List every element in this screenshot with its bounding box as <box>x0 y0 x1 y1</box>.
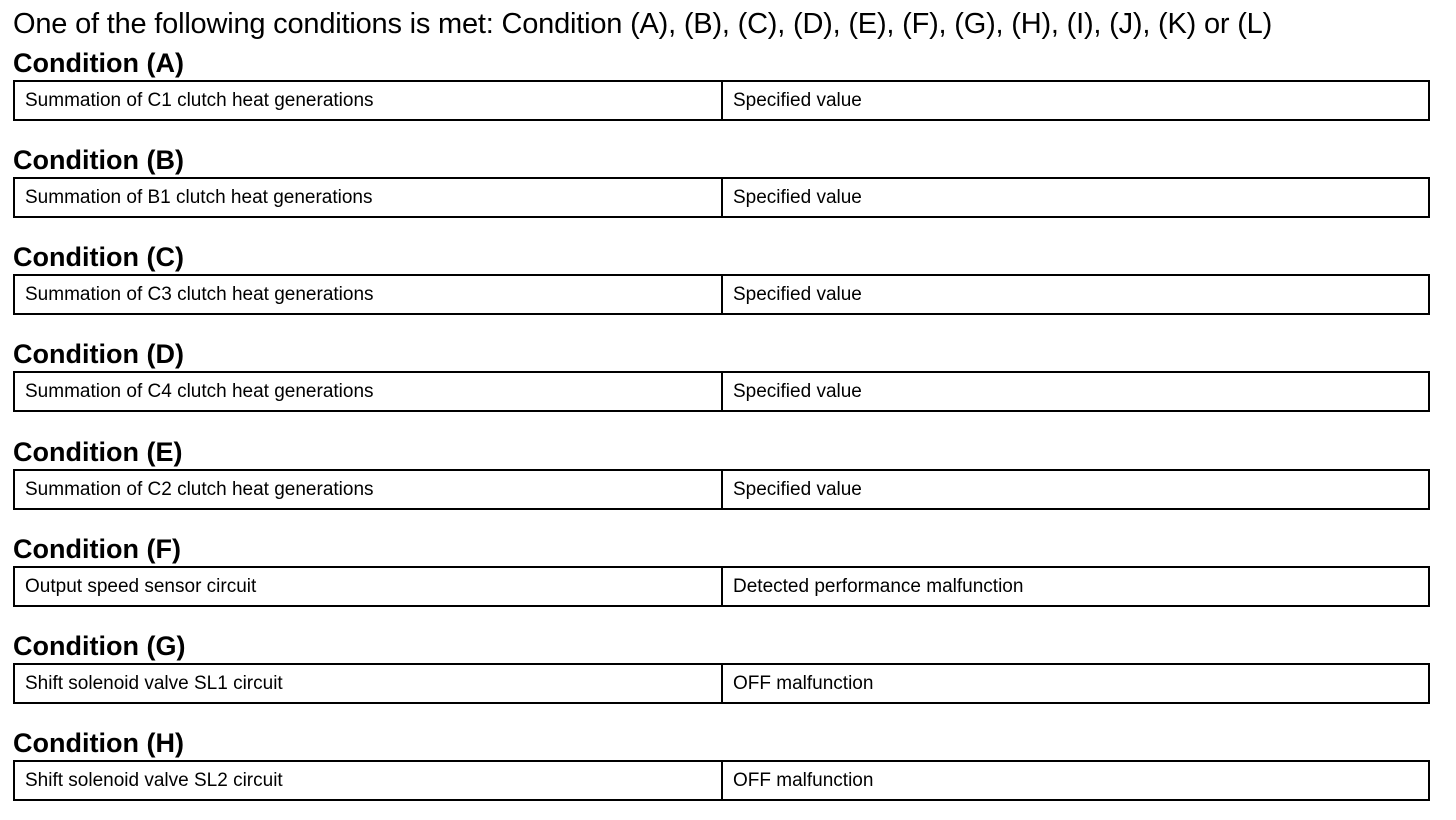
intro-text: One of the following conditions is met: Condition (A), (B), (C), (D), (E), (F), (G), (H), (I), (J), (K) or (L) <box>13 8 1273 40</box>
condition-item: Shift solenoid valve SL1 circuit <box>14 664 722 703</box>
condition-b <box>13 143 1430 218</box>
condition-value: Specified value <box>722 470 1429 509</box>
condition-f <box>13 532 1430 607</box>
table-row <box>14 275 1429 314</box>
condition-title: Condition (C) <box>13 242 184 272</box>
condition-item: Summation of B1 clutch heat generations <box>14 178 722 217</box>
condition-title: Condition (G) <box>13 631 186 661</box>
condition-value: OFF malfunction <box>722 664 1429 703</box>
table-row <box>14 761 1429 800</box>
table-row <box>14 470 1429 509</box>
condition-table <box>13 663 1430 704</box>
condition-h <box>13 726 1430 801</box>
table-row <box>14 178 1429 217</box>
condition-table <box>13 371 1430 412</box>
condition-table <box>13 274 1430 315</box>
condition-item: Shift solenoid valve SL2 circuit <box>14 761 722 800</box>
condition-table <box>13 177 1430 218</box>
condition-value: Specified value <box>722 372 1429 411</box>
condition-item: Summation of C3 clutch heat generations <box>14 275 722 314</box>
condition-title: Condition (D) <box>13 339 184 369</box>
condition-g <box>13 629 1430 704</box>
condition-table <box>13 760 1430 801</box>
condition-item: Summation of C4 clutch heat generations <box>14 372 722 411</box>
table-row <box>14 567 1429 606</box>
table-row <box>14 81 1429 120</box>
condition-item: Summation of C2 clutch heat generations <box>14 470 722 509</box>
condition-title: Condition (B) <box>13 145 184 175</box>
condition-e <box>13 435 1430 510</box>
condition-title: Condition (A) <box>13 48 184 78</box>
condition-table <box>13 80 1430 121</box>
condition-table <box>13 566 1430 607</box>
condition-value: Specified value <box>722 81 1429 120</box>
condition-table <box>13 469 1430 510</box>
table-row <box>14 664 1429 703</box>
condition-c <box>13 240 1430 315</box>
condition-item: Summation of C1 clutch heat generations <box>14 81 722 120</box>
condition-title: Condition (F) <box>13 534 181 564</box>
table-row <box>14 372 1429 411</box>
condition-title: Condition (H) <box>13 728 184 758</box>
condition-value: OFF malfunction <box>722 761 1429 800</box>
condition-value: Detected performance malfunction <box>722 567 1429 606</box>
condition-a <box>13 46 1430 121</box>
condition-value: Specified value <box>722 275 1429 314</box>
condition-item: Output speed sensor circuit <box>14 567 722 606</box>
condition-d <box>13 337 1430 412</box>
condition-value: Specified value <box>722 178 1429 217</box>
condition-title: Condition (E) <box>13 437 183 467</box>
